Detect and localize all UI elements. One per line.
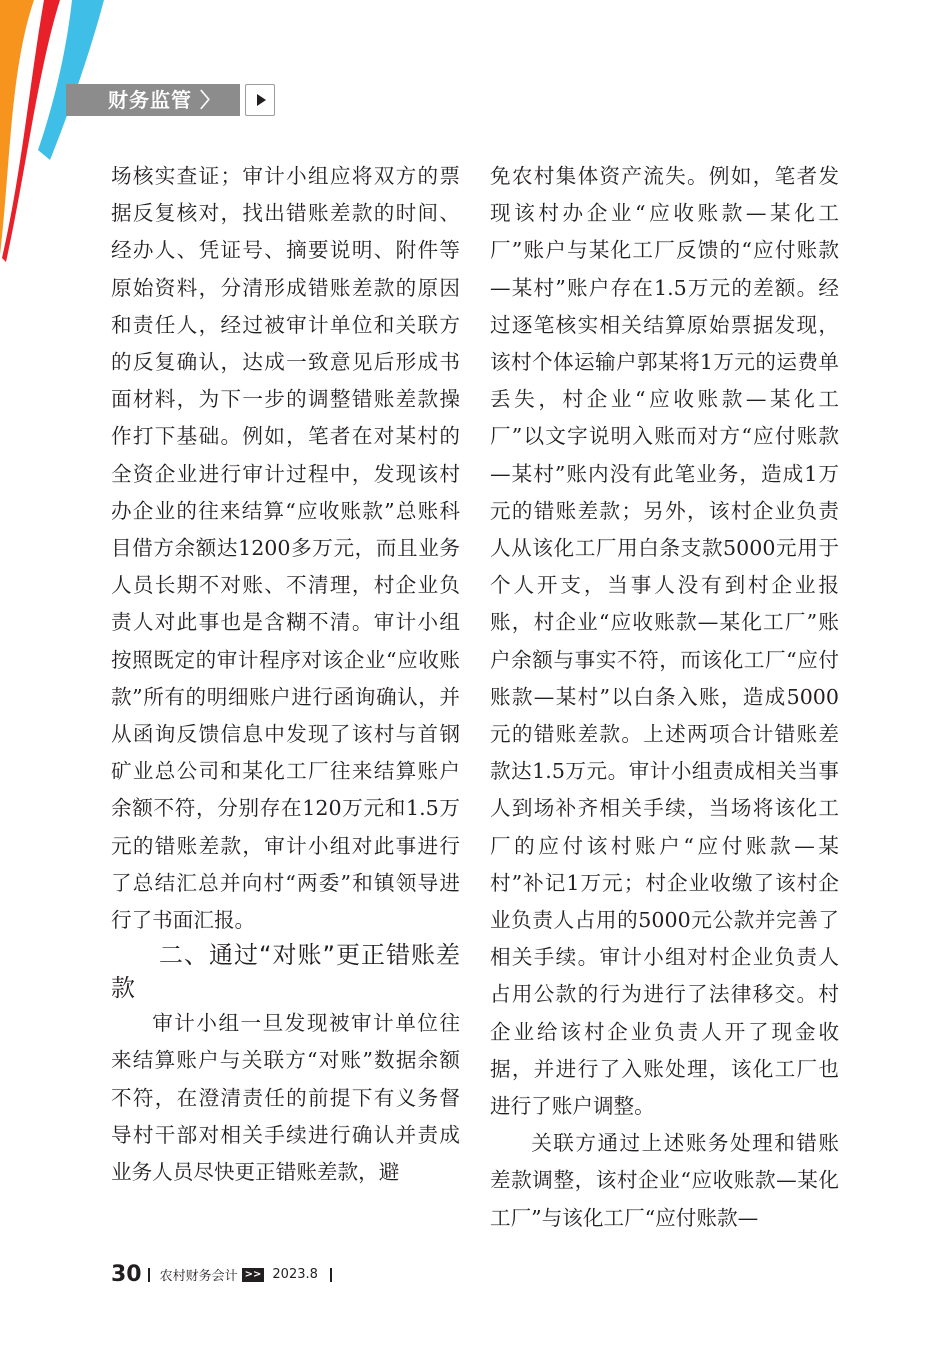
double-chevron-icon: >>	[242, 1268, 265, 1282]
section-heading: 二、通过“对账”更正错账差款	[111, 941, 460, 1003]
section-tag: 财务监管 〉	[66, 84, 240, 116]
play-arrow-icon	[255, 94, 267, 106]
right-paragraph-1: 免农村集体资产流失。例如，笔者发现该村办企业“应收账款—某化工厂”账户与某化工厂反馈的“应付账款—某村”账户存在1.5万元的差额。经过逐笔核实相关结算原始票据发现，该村个体运输户郭某将1万元的运费单丢失，村企业“应收账款—某化工厂”以文字说明入账而对方“应付账款—某村”账内没有此笔业务，造成1万元的错账差款；另外，该村企业负责人从该化工厂用白条支款5000元用于个人开支，当事人没有到村企业报账，村企业“应收账款—某化工厂”账户余额与事实不符，而该化工厂“应付账款—某村”以白条入账，造成5000元的错账差款。上述两项合计错账差款达1.5万元。审计小组责成相关当事人到场补齐相关手续，当场将该化工厂的应付该村账户“应付账款—某村”补记1万元；村企业收缴了该村企业负责人占用的5000元公款并完善了相关手续。审计小组对村企业负责人占用公款的行为进行了法律移交。村企业给该村企业负责人开了现金收据，并进行了入账处理，该化工厂也进行了账户调整。	[490, 164, 839, 1119]
decorative-corner-arcs	[0, 0, 120, 270]
right-column	[490, 158, 839, 1237]
left-paragraph-2: 审计小组一旦发现被审计单位往来结算账户与关联方“对账”数据余额不符，在澄清责任的前提下有义务督导村干部对相关手续进行确认并责成业务人员尽快更正错账差款，避	[111, 1011, 460, 1185]
issue-date: 2023.8	[272, 1267, 318, 1282]
section-nav-button[interactable]	[245, 84, 275, 116]
footer-divider	[148, 1268, 150, 1282]
page-footer	[111, 1262, 342, 1287]
right-paragraph-2: 关联方通过上述账务处理和错账差款调整，该村企业“应收账款—某化工厂”与该化工厂“应付账款—	[490, 1131, 839, 1230]
left-column	[111, 158, 460, 1191]
footer-divider-end	[330, 1268, 332, 1282]
journal-name: 农村财务会计	[159, 1269, 238, 1284]
left-paragraph-1: 场核实查证；审计小组应将双方的票据反复核对，找出错账差款的时间、经办人、凭证号、摘要说明、附件等原始资料，分清形成错账差款的原因和责任人，经过被审计单位和关联方的反复确认，达成一致意见后形成书面材料，为下一步的调整错账差款操作打下基础。例如，笔者在对某村的全资企业进行审计过程中，发现该村办企业的往来结算“应收账款”总账科目借方余额达1200多万元，而且业务人员长期不对账、不清理，村企业负责人对此事也是含糊不清。审计小组按照既定的审计程序对该企业“应收账款”所有的明细账户进行函询确认，并从函询反馈信息中发现了该村与首钢矿业总公司和某化工厂往来结算账户余额不符，分别存在120万元和1.5万元的错账差款，审计小组对此事进行了总结汇总并向村“两委”和镇领导进行了书面汇报。	[111, 164, 460, 933]
page-number: 30	[111, 1262, 142, 1287]
